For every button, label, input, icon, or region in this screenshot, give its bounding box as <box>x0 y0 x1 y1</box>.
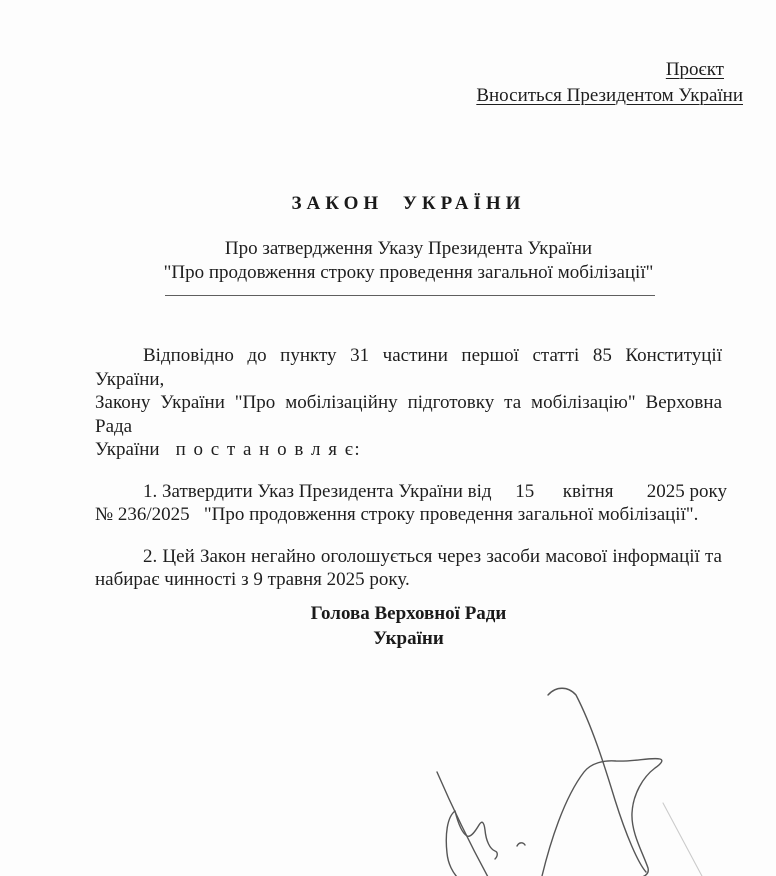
header-note-submitted-by: Вноситься Президентом України <box>476 85 743 106</box>
paragraph-preamble <box>95 344 722 462</box>
signer-block <box>95 601 722 651</box>
law-heading: ЗАКОН УКРАЇНИ <box>291 193 526 214</box>
paragraph-item-2 <box>95 545 722 592</box>
item-1-line-1: 1. Затвердити Указ Президента України від 15 квітня 2025 року <box>143 480 727 502</box>
paragraph-item-1 <box>95 480 727 527</box>
item-2-line-1: 2. Цей Закон негайно оголошується через засоби масової інформації та <box>143 545 722 567</box>
law-subtitle-line-1: Про затвердження Указу Президента України <box>224 238 593 259</box>
signer-title-line-1: Голова Верховної Ради <box>310 603 507 624</box>
preamble-line-1: Відповідно до пункту 31 частини першої статті 85 Конституції України, <box>95 345 722 390</box>
document-body <box>95 344 727 610</box>
preamble-line-3 <box>95 438 722 462</box>
law-subtitle-line-2: "Про продовження строку проведення загальної мобілізації" <box>163 262 654 283</box>
item-1-line-2: № 236/2025 "Про продовження строку проведення загальної мобілізації". <box>95 504 699 525</box>
title-divider-line <box>165 295 655 296</box>
header-note-draft: Проєкт <box>665 59 724 80</box>
header-notes <box>476 57 743 109</box>
law-subtitle <box>95 237 722 285</box>
preamble-line-3-word: України <box>95 439 160 460</box>
signer-title-line-2: України <box>373 628 444 649</box>
signature-strokes-svg <box>400 660 710 876</box>
item-2-line-2: набирає чинності з 9 травня 2025 року. <box>95 569 410 590</box>
preamble-line-2: Закону України "Про мобілізаційну підготовку та мобілізацію" Верховна Рада <box>95 392 722 437</box>
signature-scribble <box>400 660 710 876</box>
preamble-resolves-word: п о с т а н о в л я є: <box>175 439 362 460</box>
